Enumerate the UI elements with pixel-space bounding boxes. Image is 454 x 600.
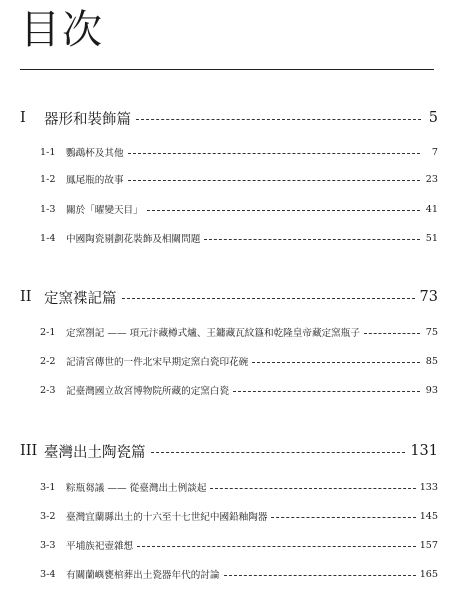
page-number: 93 [425,384,438,396]
dot-leader [224,575,416,576]
chapter-title: 臺灣宜蘭縣出土的十六至十七世紀中國鉛釉陶器 [66,512,268,523]
part-number: III [20,443,38,459]
dot-leader [204,239,420,240]
page-number: 41 [425,203,438,215]
page-number: 157 [419,539,438,551]
chapter-title: 中國陶瓷剔劃花裝飾及相關問題 [66,234,201,245]
dot-leader [136,119,421,120]
page-number: 75 [425,326,438,338]
chapter-entry[interactable] [40,567,438,581]
chapter-entry[interactable] [40,480,438,494]
chapter-entry[interactable] [40,172,438,186]
chapter-title: 粽瓶芻議 —— 從臺灣出土例談起 [66,483,207,494]
chapter-title: 記臺灣國立故宮博物院所藏的定窯白瓷 [66,386,230,397]
chapter-entry[interactable] [40,325,438,339]
chapter-entry[interactable] [40,231,438,245]
page-number: 131 [410,443,438,459]
dot-leader [151,452,406,453]
chapter-title: 鳳尾瓶的故事 [66,175,124,186]
chapter-title: 鸚鵡杯及其他 [66,148,124,159]
chapter-number: 3-3 [40,539,56,551]
chapter-entry[interactable] [40,354,438,368]
page-number: 73 [419,289,438,305]
chapter-title: 有關蘭嶼甕棺葬出土瓷器年代的討論 [66,570,220,581]
part-number: II [20,289,32,305]
part-3-entry[interactable] [20,441,438,461]
dot-leader [364,333,420,334]
part-title: 器形和裝飾篇 [44,111,131,128]
page-number: 133 [419,481,438,493]
page-number: 23 [425,173,438,185]
chapter-number: 1-4 [40,232,56,244]
part-title: 定窯褋記篇 [44,290,117,307]
dot-leader [122,298,415,299]
chapter-number: 3-2 [40,510,56,522]
part-2-entry[interactable] [20,287,438,307]
page-number: 85 [425,355,438,367]
page-number: 51 [425,232,438,244]
dot-leader [271,517,415,518]
page-number: 145 [419,510,438,522]
chapter-number: 2-2 [40,355,56,367]
dot-leader [210,488,415,489]
page-number: 7 [431,146,438,158]
dot-leader [128,153,420,154]
page-title: 目次 [20,7,104,53]
chapter-entry[interactable] [40,509,438,523]
dot-leader [137,546,416,547]
chapter-entry[interactable] [40,145,438,159]
dot-leader [233,391,420,392]
dot-leader [128,180,420,181]
chapter-entry[interactable] [40,383,438,397]
chapter-entry[interactable] [40,538,438,552]
chapter-number: 3-1 [40,481,56,493]
chapter-number: 2-1 [40,326,56,338]
chapter-number: 1-3 [40,203,56,215]
chapter-title: 記清宮傳世的一件北宋早期定窯白瓷印花碗 [66,357,249,368]
chapter-number: 1-2 [40,173,56,185]
page-number: 5 [428,110,438,126]
chapter-number: 1-1 [40,146,56,158]
chapter-number: 2-3 [40,384,56,396]
part-number: I [20,110,26,126]
chapter-title: 關於「曜變天目」 [66,205,143,216]
chapter-entry[interactable] [40,202,438,216]
chapter-title: 定窯劄記 —— 項元汴藏樽式爐、王鏞藏瓦紋簋和乾隆皇帝藏定窯瓶子 [66,328,360,339]
dot-leader [252,362,420,363]
dot-leader [147,210,420,211]
chapter-title: 平埔族祀壺雜想 [66,541,134,552]
page-number: 165 [419,568,438,580]
part-1-entry[interactable] [20,108,438,128]
chapter-number: 3-4 [40,568,56,580]
part-title: 臺灣出土陶瓷篇 [44,444,146,461]
